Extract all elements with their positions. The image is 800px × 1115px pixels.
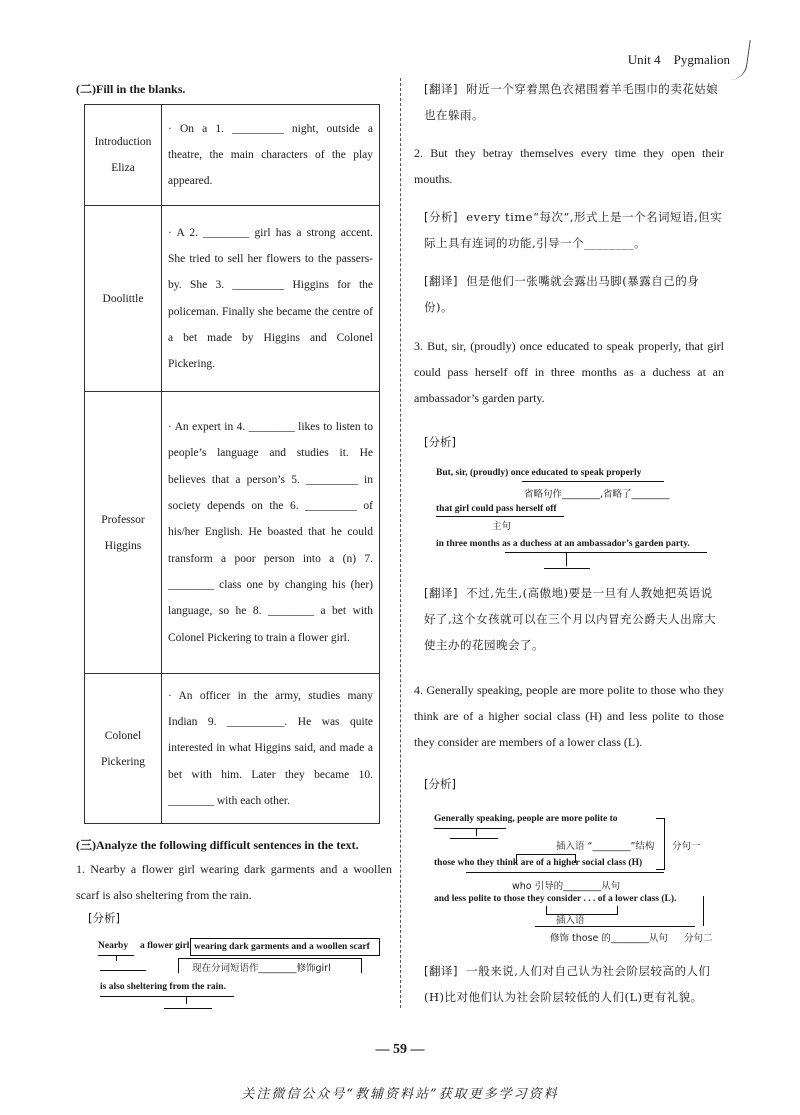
connector — [476, 828, 477, 836]
translation-1: [翻译] 附近一个穿着黑色衣裙围着羊毛围巾的卖花姑娘也在躲雨。 — [424, 82, 719, 122]
column-divider — [400, 78, 401, 1008]
section-three-title: Analyze the following difficult sentences in the text. — [96, 838, 359, 852]
clause-two-label: 分句二 — [684, 933, 713, 944]
blank-line — [450, 838, 498, 839]
analysis-tag: [分析] — [424, 777, 456, 791]
diagram4-insert2: 插入语 — [556, 915, 585, 926]
diagram4-insert1: 插入语 “________”结构 — [556, 841, 655, 852]
page-number: — 59 — — [375, 1042, 425, 1057]
blank-line — [544, 568, 590, 569]
diagram-nearby: Nearby — [98, 941, 129, 951]
underline — [466, 872, 664, 873]
diagram-predicate: is also sheltering from the rain. — [100, 982, 226, 992]
underline — [505, 552, 707, 553]
unit-label: Unit 4 — [627, 52, 661, 67]
connector — [116, 955, 117, 961]
diagram4-who: who 引导的________从句 — [512, 881, 621, 892]
sentence-2: 2. But they betray themselves every time they open their mouths. — [414, 146, 724, 186]
blank-line — [100, 970, 146, 971]
sentence-1: 1. Nearby a flower girl wearing dark garments and a woollen scarf is also sheltering from the rain. — [76, 862, 392, 902]
underline — [434, 828, 506, 829]
diagram4-line1: Generally speaking, people are more polite to — [434, 814, 618, 824]
connector — [186, 996, 187, 1004]
bracket — [516, 854, 576, 863]
section-two-title: Fill in the blanks. — [96, 82, 186, 96]
table-row — [85, 674, 380, 824]
translation-2: [翻译] 但是他们一张嘴就会露出马脚(暴露自己的身份)。 — [424, 274, 700, 314]
analysis-tag: [分析] — [424, 435, 456, 449]
underline — [522, 481, 664, 482]
analysis-2: [分析] every time“每次”,形式上是一个名词短语,但实际上具有连词的功能,引导一个________。 — [424, 210, 723, 250]
bracket-clause-one — [656, 818, 665, 870]
header-decoration — [730, 40, 751, 80]
translation-4: [翻译] 一般来说,人们对自己认为社会阶层较高的人们(H)比对他们认为社会阶层较低的人们(L)更有礼貌。 — [424, 964, 711, 1004]
diagram3-main-clause: 主句 — [492, 521, 512, 532]
diagram3-note: 省略句作________,省略了________ — [524, 489, 670, 500]
section-two-heading: (二)Fill in the blanks. — [76, 82, 186, 96]
description-cell: · An expert in 4. ________ likes to listen to people’s language and studies it. He believes that a person’s 5. _________ in society depends on the 6. _________ of his/her English. He boasted that he could transform a poor person into a (n) 7. ________ class one by changing his (her) language, so he 8. ________ a bet with Colonel Pickering to train a flower girl. — [162, 392, 380, 674]
role-cell: Introduction Eliza — [85, 105, 162, 206]
description-cell: · On a 1. _________ night, outside a theatre, the main characters of the play appeared. — [162, 105, 380, 206]
underline — [436, 516, 564, 517]
diagram4-line2: those who they think are of a higher social class (H) — [434, 858, 643, 868]
diagram-participle-box: wearing dark garments and a woollen scarf — [190, 938, 380, 956]
description-cell: · An officer in the army, studies many Indian 9. __________. He was quite interested in what Higgins said, and made a bet with him. Later they became 10. ________ with each other. — [162, 674, 380, 824]
sentence-4: 4. Generally speaking, people are more polite to those who they think are of a higher social class (H) and less polite to those they consider are members of a lower class (L). — [414, 683, 724, 749]
diagram3-line2: that girl could pass herself off — [436, 504, 557, 514]
diagram3-line3: in three months as a duchess at an ambassador’s garden party. — [436, 539, 690, 549]
underline — [535, 926, 695, 927]
role-cell: Doolittle — [85, 206, 162, 392]
footer-note: 关注微信公众号“教辅资料站”获取更多学习资料 — [241, 1087, 559, 1102]
diagram-note: 现在分词短语作________修饰girl — [192, 963, 331, 974]
fill-blanks-table — [84, 104, 380, 824]
clause-one-label: 分句一 — [672, 841, 701, 852]
table-row — [85, 392, 380, 674]
underline — [100, 996, 234, 997]
diagram3-line1: But, sir, (proudly) once educated to speak properly — [436, 468, 642, 478]
section-three-heading: (三)Analyze the following difficult sentences in the text. — [76, 838, 359, 852]
diagram4-line3: and less polite to those they consider . . . of a lower class (L). — [434, 894, 677, 904]
table-row — [85, 105, 380, 206]
diagram4-modify: 修饰 those 的________从句 — [550, 933, 668, 944]
connector — [566, 552, 567, 566]
running-header — [628, 52, 730, 68]
table-row — [85, 206, 380, 392]
role-cell: Colonel Pickering — [85, 674, 162, 824]
unit-title: Pygmalion — [673, 52, 730, 67]
analysis-tag: [分析] — [88, 911, 120, 925]
diagram-flower-girl: a flower girl — [140, 941, 190, 951]
arrow-line — [703, 896, 704, 926]
description-cell: · A 2. ________ girl has a strong accent. She tried to sell her flowers to the passers-by. She 3. _________ Higgins for the policeman. Finally she became the centre of a bet made by Higgins and Colonel Pickering. — [162, 206, 380, 392]
sentence-3: 3. But, sir, (proudly) once educated to speak properly, that girl could pass herself off in three months as a duchess at an ambassador’s garden party. — [414, 339, 724, 405]
blank-line — [164, 1008, 212, 1009]
translation-3: [翻译] 不过,先生,(高傲地)要是一旦有人教她把英语说好了,这个女孩就可以在三个月以内冒充公爵夫人出席大使主办的花园晚会了。 — [424, 586, 717, 652]
role-cell: Professor Higgins — [85, 392, 162, 674]
